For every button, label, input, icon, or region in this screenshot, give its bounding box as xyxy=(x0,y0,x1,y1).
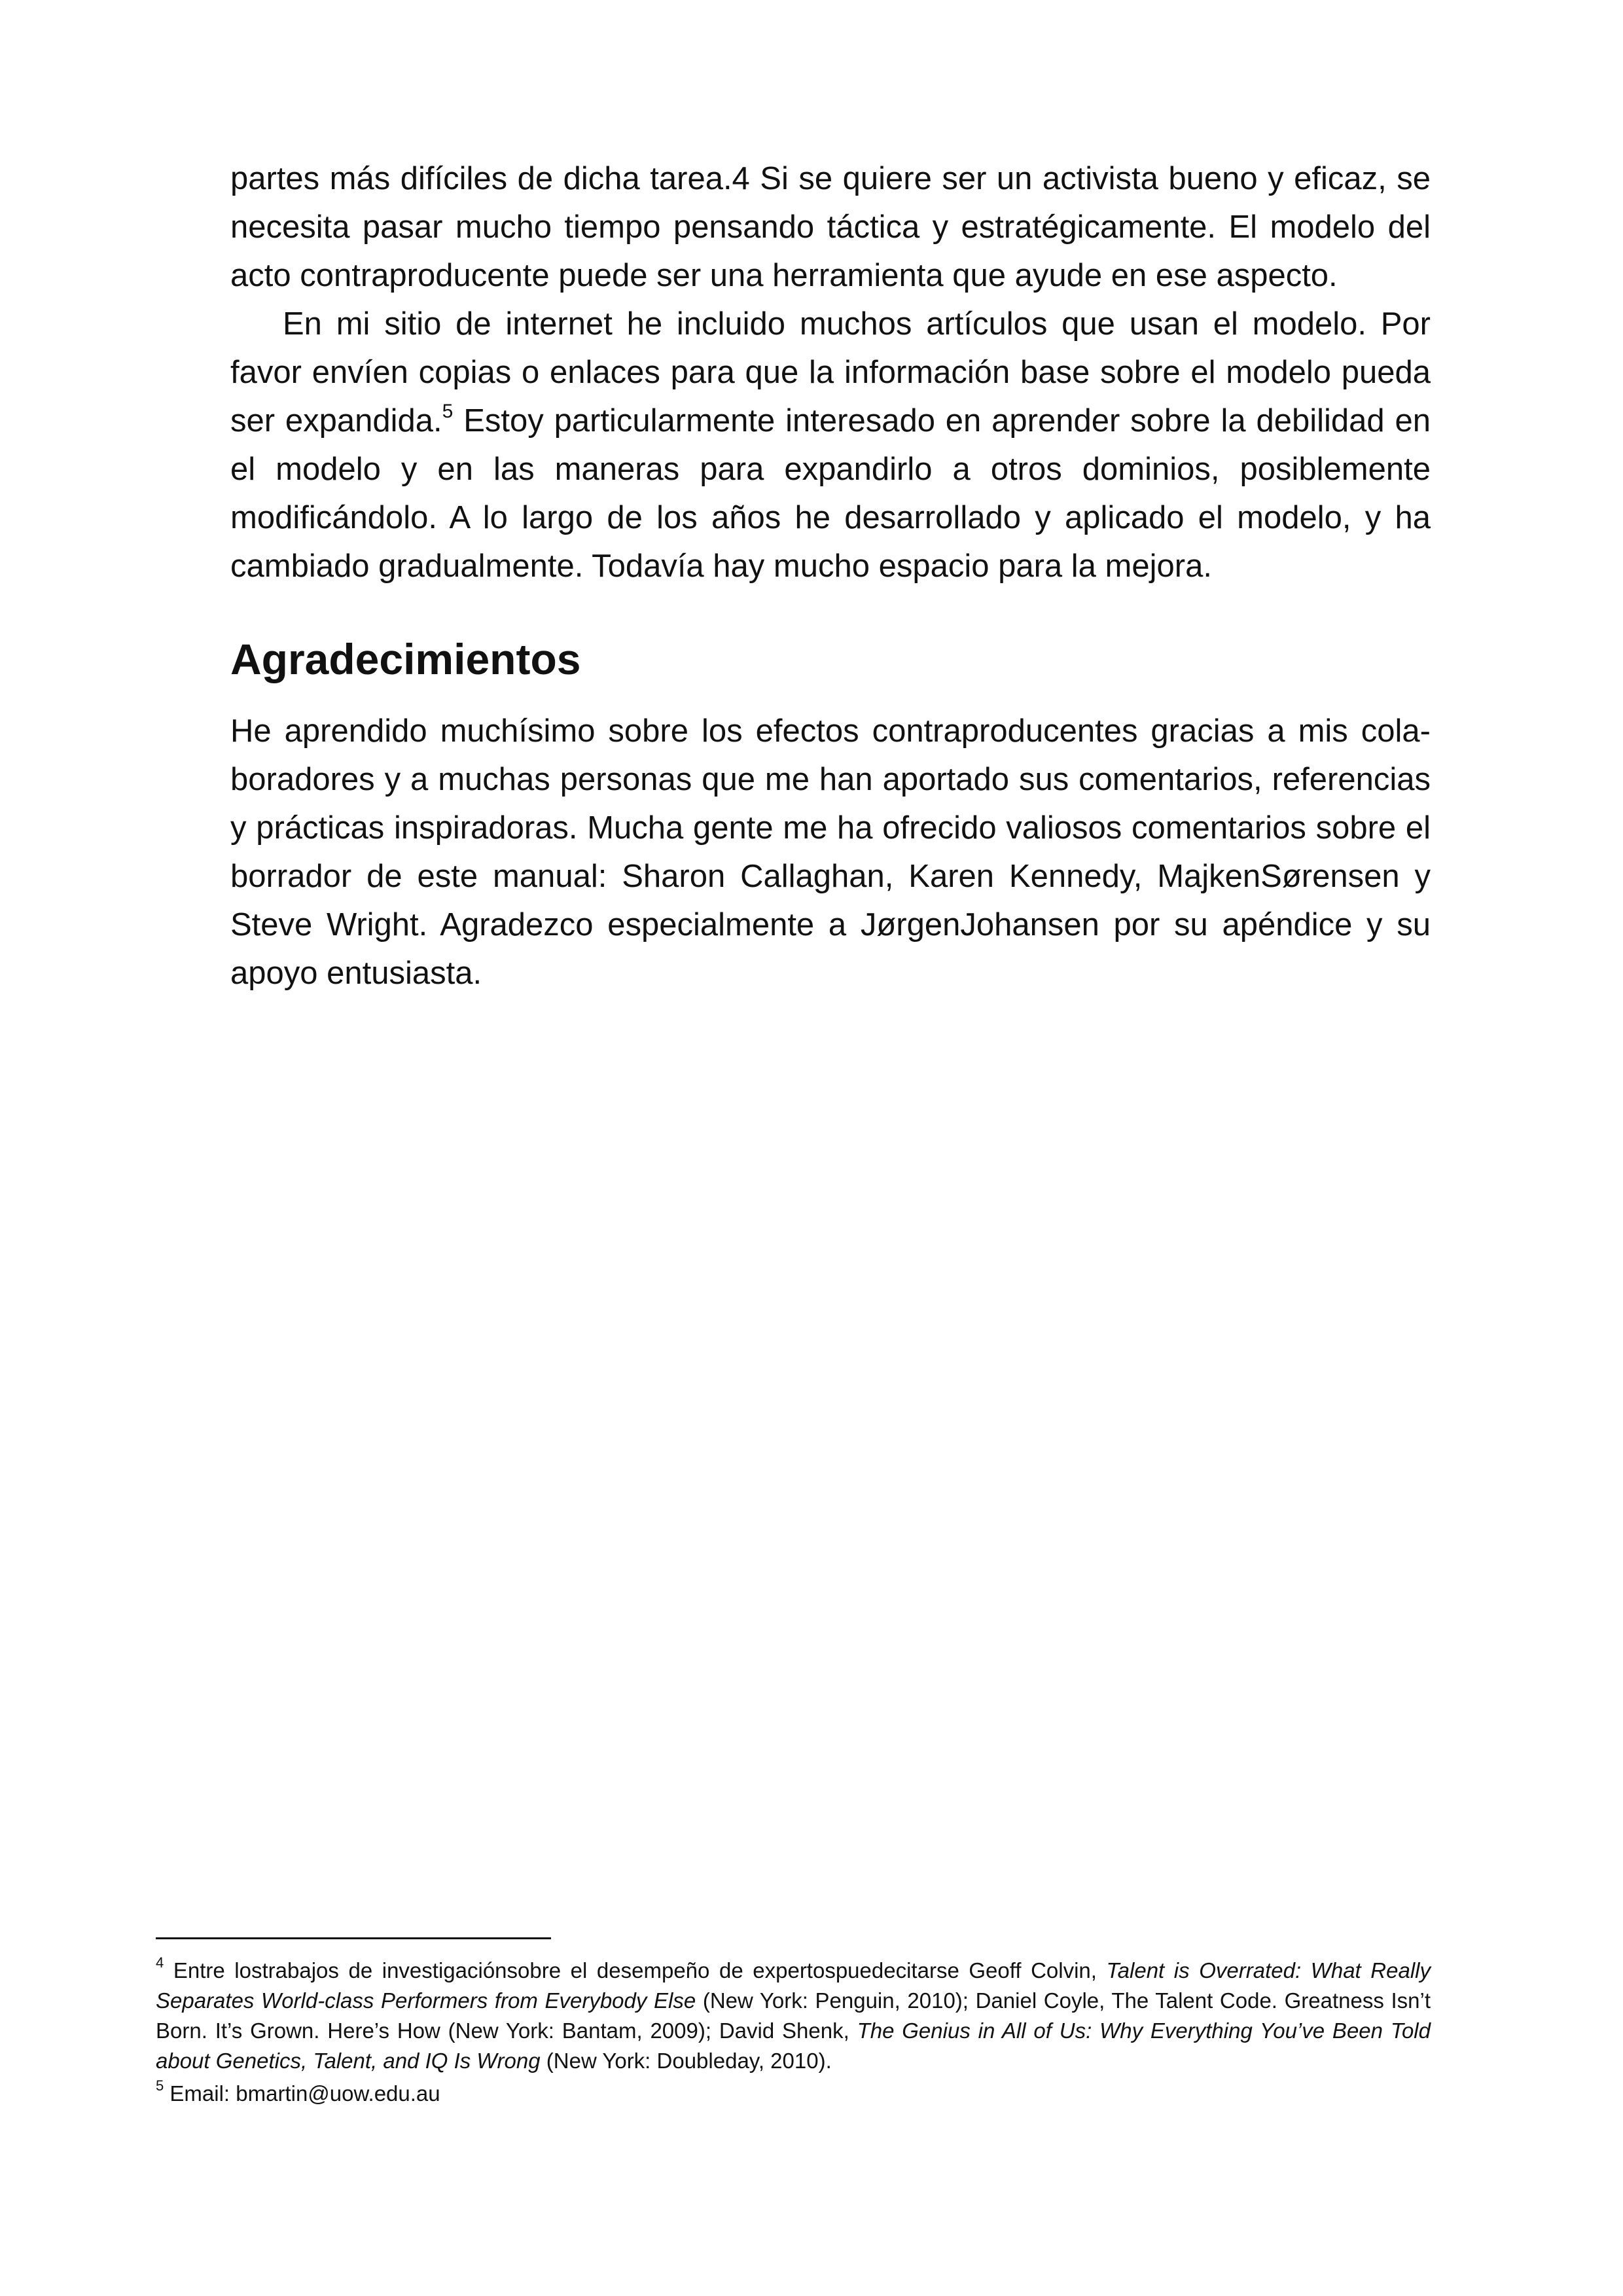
paragraph-website-text-b: Estoy particularmente interesado en aprender sobre la debilidad en el modelo y en las maneras para expandirlo a otros dominios, posiblemente modificándolo. A lo largo de los años he desarrollado y aplicado el modelo, y ha cambiado gradualmente. Todavía hay mucho espacio para la mejora. xyxy=(230,403,1431,584)
footnote-4 xyxy=(156,1956,1431,2076)
footnote-4-mark: 4 xyxy=(156,1954,164,1971)
footnote-separator xyxy=(156,1937,551,1939)
footnote-4-text-2: (New York: Penguin, 2010); Daniel Coyle, The Talent Code. Greatness Isn’t Born. It’s Grown. Here’s How (New York: Bantam, 2009); David Shenk, xyxy=(156,1988,1431,2043)
section-heading: Agradecimientos xyxy=(230,635,581,683)
paragraph-tactics: partes más difíciles de dicha tarea.4 Si se quiere ser un activista bueno y eficaz, se necesita pasar mucho tiempo pensando táctica y estratégicamente. El modelo del acto contraproducente puede ser una herramienta que ayude en ese aspecto. xyxy=(230,161,1431,293)
paragraph-website xyxy=(230,300,1431,590)
intro-paragraphs xyxy=(230,154,1431,590)
footnote-5-email[interactable]: Email: bmartin@uow.edu.au xyxy=(164,2081,440,2106)
footnote-5-mark: 5 xyxy=(156,2077,164,2094)
acknowledgements-paragraph xyxy=(230,707,1431,997)
footnote-4-title-2: The Genius in All of Us: Why Everything You’ve Been Told about Genetics, Talent, and IQ Is Wrong xyxy=(156,2018,1431,2073)
footnote-4-text-1: Entre lostrabajos de investigaciónsobre el desempeño de expertospuedecitarse Geoff Colvin, xyxy=(164,1958,1107,1982)
footnote-4-title-1: Talent is Overrated: What Really Separates World-class Performers from Everybody Else xyxy=(156,1958,1431,2013)
footnote-5 xyxy=(156,2079,1431,2109)
acknowledgements-text: He aprendido muchísimo sobre los efectos contraproducentes gracias a mis colaboradores y a muchas personas que me han aportado sus comentarios, referencias y prácticas inspiradoras. Mucha gente me ha ofrecido valiosos comentarios sobre el borrador de este manual: Sharon Callaghan, Karen Kennedy, MajkenSørensen y Steve Wright. Agradezco especialmente a JørgenJohansen por su apéndice y su apoyo entusiasta. xyxy=(230,713,1431,991)
footnote-ref-5[interactable]: 5 xyxy=(442,400,454,422)
paragraph-website-text-a: En mi sitio de internet he incluido muchos artículos que usan el modelo. Por favor envíen copias o enlaces para que la información base sobre el modelo pueda ser expandida. xyxy=(230,306,1431,439)
footnote-4-text-3: (New York: Doubleday, 2010). xyxy=(540,2049,832,2073)
